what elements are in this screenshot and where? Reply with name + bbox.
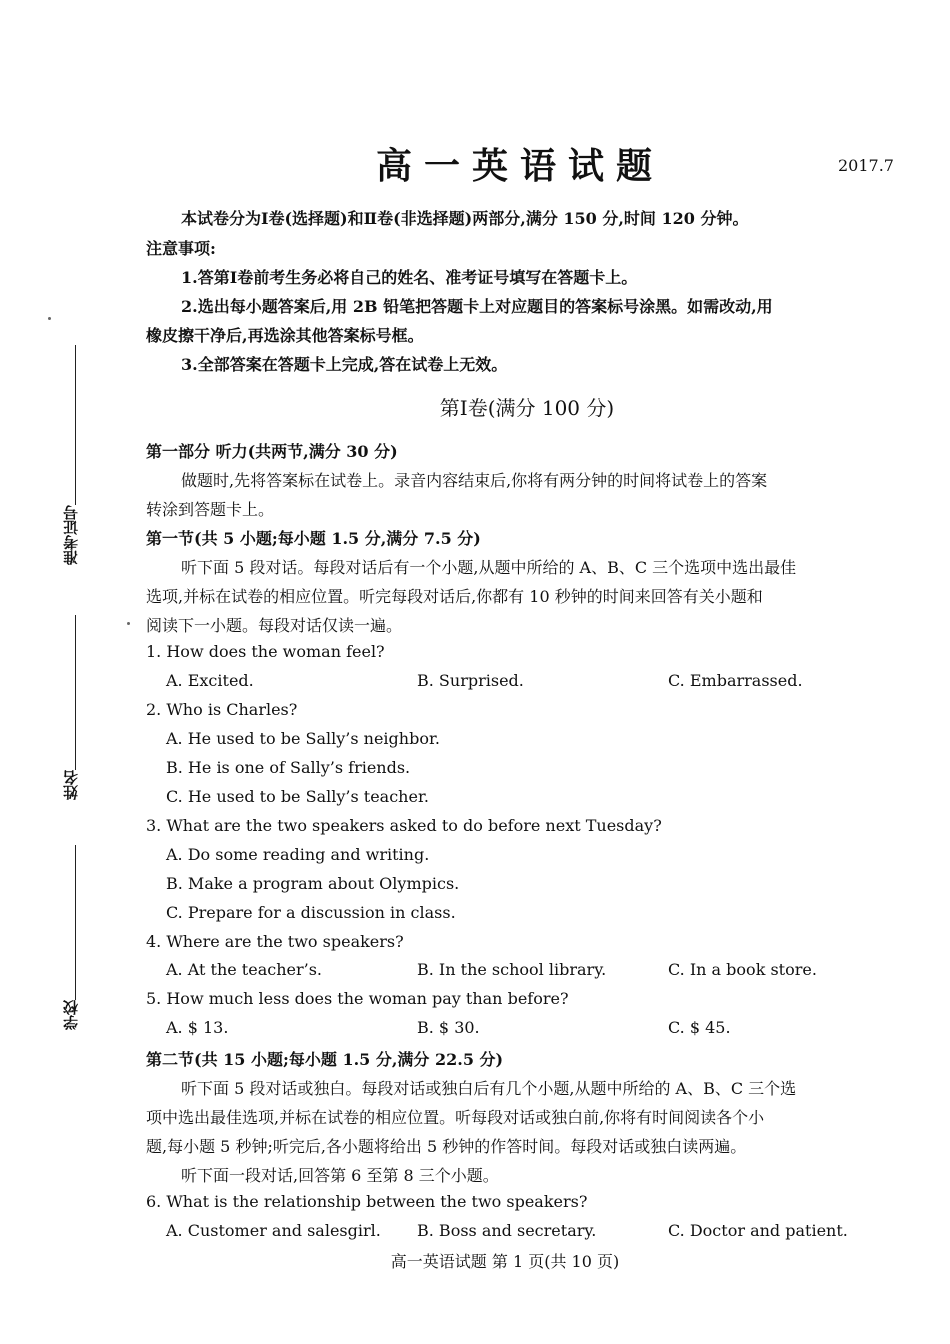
section-1-instruction-end: 阅读下一小题。每段对话仅读一遍。	[146, 616, 403, 635]
name-line	[75, 615, 76, 770]
scan-dot	[48, 317, 51, 320]
question-4-option-c: C. In a book store.	[668, 960, 817, 979]
note-2-cont: 橡皮擦干净后,再选涂其他答案标号框。	[146, 326, 424, 345]
question-4-stem: 4. Where are the two speakers?	[146, 932, 404, 951]
question-3-option-a: A. Do some reading and writing.	[166, 845, 430, 864]
question-3-option-b: B. Make a program about Olympics.	[166, 874, 460, 893]
question-6-stem: 6. What is the relationship between the two speakers?	[146, 1192, 588, 1211]
question-4-option-a: A. At the teacher’s.	[166, 960, 323, 979]
exam-number-label: 准考证号	[62, 505, 80, 565]
question-5-stem: 5. How much less does the woman pay than before?	[146, 989, 569, 1008]
notes-title: 注意事项:	[146, 239, 216, 258]
question-3-stem: 3. What are the two speakers asked to do before next Tuesday?	[146, 816, 662, 835]
question-2-option-c: C. He used to be Sally’s teacher.	[166, 787, 429, 806]
question-6-option-c: C. Doctor and patient.	[668, 1221, 848, 1240]
question-6-option-b: B. Boss and secretary.	[417, 1221, 597, 1240]
question-3-option-c: C. Prepare for a discussion in class.	[166, 903, 456, 922]
question-6-option-a: A. Customer and salesgirl.	[166, 1221, 381, 1240]
school-label: 学校	[62, 1000, 80, 1030]
part-1-heading: 第一部分 听力(共两节,满分 30 分)	[146, 442, 398, 461]
exam-date: 2017.7	[838, 156, 894, 175]
question-4-option-b: B. In the school library.	[417, 960, 607, 979]
section-1-instruction-cont: 选项,并标在试卷的相应位置。听完每段对话后,你都有 10 秒钟的时间来回答有关小题和	[146, 587, 763, 606]
page-footer: 高一英语试题 第 1 页(共 10 页)	[390, 1252, 620, 1271]
section-1-instruction: 听下面 5 段对话。每段对话后有一个小题,从题中所给的 A、B、C 三个选项中选出最佳	[181, 558, 797, 577]
question-2-option-b: B. He is one of Sally’s friends.	[166, 758, 411, 777]
scan-dot	[127, 622, 130, 625]
section-2-instruction-cont: 项中选出最佳选项,并标在试卷的相应位置。听每段对话或独白前,你将有时间阅读各个小	[146, 1108, 765, 1127]
note-3: 3.全部答案在答题卡上完成,答在试卷上无效。	[181, 355, 508, 374]
exam-number-line	[75, 345, 76, 505]
note-2: 2.选出每小题答案后,用 2B 铅笔把答题卡上对应题目的答案标号涂黑。如需改动,用	[181, 297, 773, 316]
question-2-stem: 2. Who is Charles?	[146, 700, 298, 719]
exam-summary: 本试卷分为Ⅰ卷(选择题)和Ⅱ卷(非选择题)两部分,满分 150 分,时间 120 分钟。	[181, 209, 749, 228]
section-2-dialogue-note: 听下面一段对话,回答第 6 至第 8 三个小题。	[181, 1166, 499, 1185]
question-1-option-c: C. Embarrassed.	[668, 671, 803, 690]
section-2-instruction-cont-2: 题,每小题 5 秒钟;听完后,各小题将给出 5 秒钟的作答时间。每段对话或独白读两遍。	[146, 1137, 747, 1156]
question-1-option-b: B. Surprised.	[417, 671, 524, 690]
question-2-option-a: A. He used to be Sally’s neighbor.	[166, 729, 440, 748]
volume-heading: 第Ⅰ卷(满分 100 分)	[439, 396, 615, 420]
section-2-heading: 第二节(共 15 小题;每小题 1.5 分,满分 22.5 分)	[146, 1050, 504, 1069]
part-1-instruction: 做题时,先将答案标在试卷上。录音内容结束后,你将有两分钟的时间将试卷上的答案	[181, 471, 768, 490]
question-1-option-a: A. Excited.	[166, 671, 254, 690]
page-title: 高一英语试题	[375, 145, 664, 187]
school-line	[75, 845, 76, 1000]
question-5-option-b: B. $ 30.	[417, 1018, 480, 1037]
question-1-stem: 1. How does the woman feel?	[146, 642, 385, 661]
part-1-instruction-cont: 转涂到答题卡上。	[146, 500, 275, 519]
question-5-option-a: A. $ 13.	[166, 1018, 229, 1037]
name-label: 姓名	[62, 770, 80, 800]
question-5-option-c: C. $ 45.	[668, 1018, 731, 1037]
section-2-instruction: 听下面 5 段对话或独白。每段对话或独白后有几个小题,从题中所给的 A、B、C 三个选	[181, 1079, 797, 1098]
note-1: 1.答第Ⅰ卷前考生务必将自己的姓名、准考证号填写在答题卡上。	[181, 268, 638, 287]
section-1-heading: 第一节(共 5 小题;每小题 1.5 分,满分 7.5 分)	[146, 529, 481, 548]
